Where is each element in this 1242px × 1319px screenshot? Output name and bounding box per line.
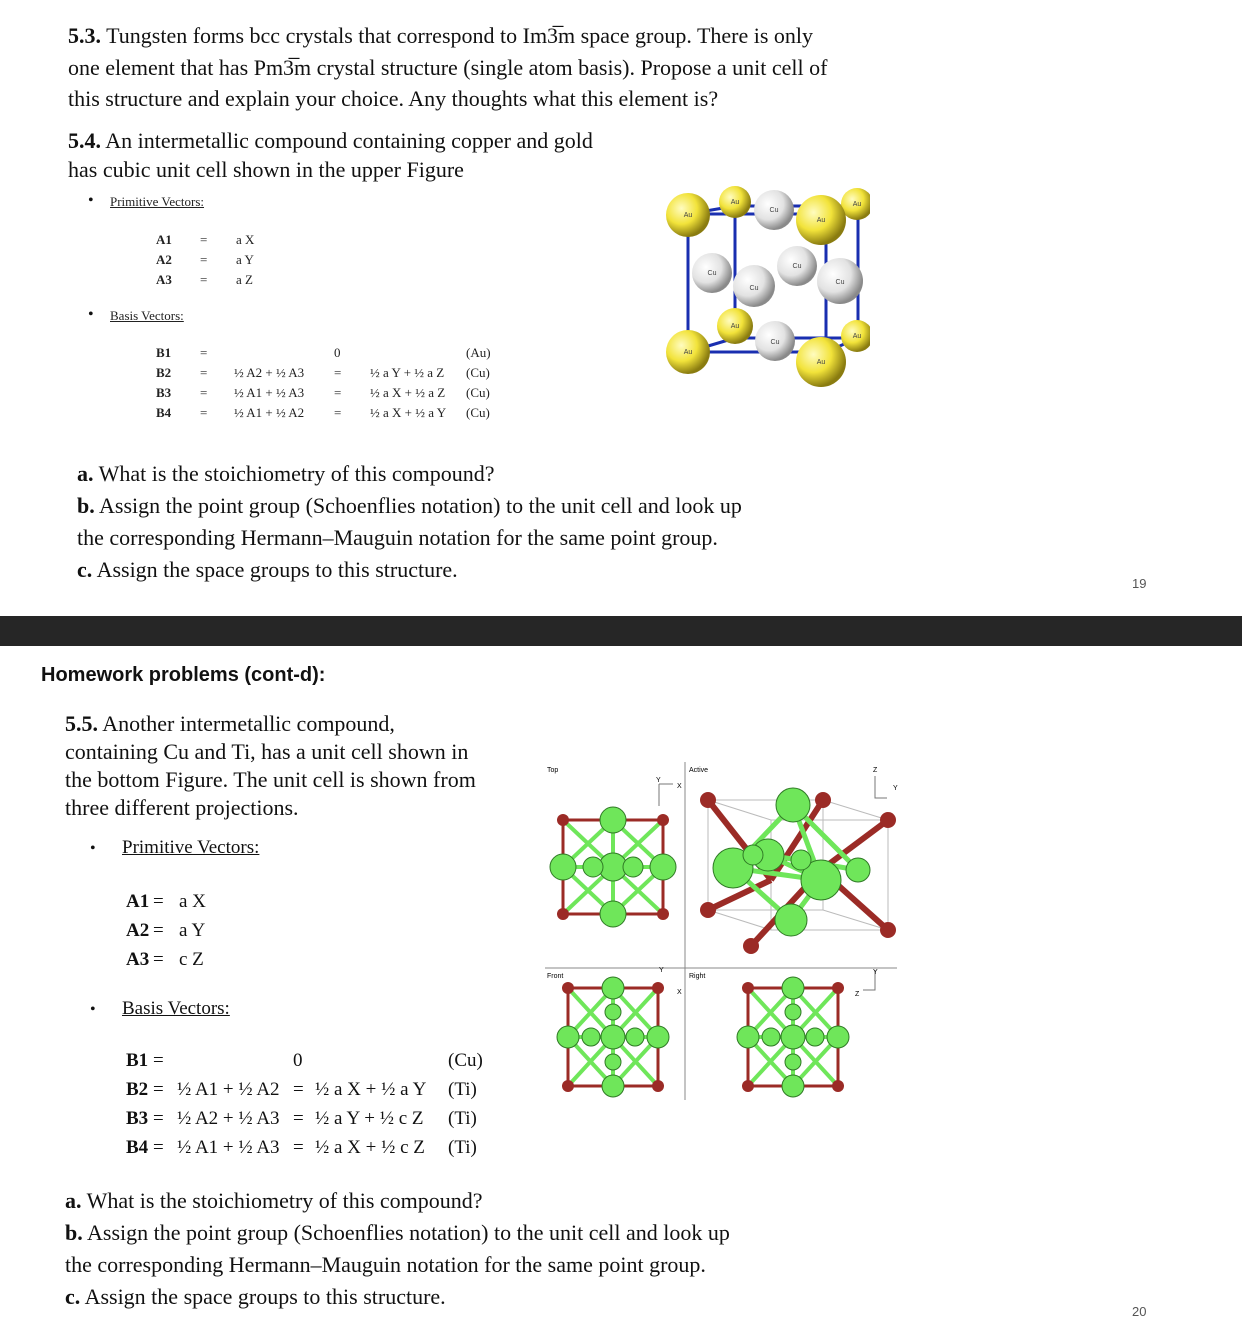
equals: = (293, 1136, 304, 1158)
au-atom (717, 308, 753, 344)
cu-atom (755, 321, 795, 361)
element-label: (Au) (466, 345, 491, 360)
question-text: Assign the space groups to this structure. (84, 1284, 446, 1309)
question-text: Assign the space groups to this structure. (96, 557, 458, 582)
questions-5-5 (65, 1185, 825, 1313)
page-number: 19 (1132, 576, 1147, 591)
vector-value: a Z (236, 272, 253, 287)
vector-name: A1 (126, 890, 150, 912)
vector-name: B4 (156, 405, 172, 420)
problem-text-line: has cubic unit cell shown in the upper Figure (68, 157, 464, 182)
vector-cartesian (315, 1046, 448, 1075)
front-view-label: Front (547, 973, 564, 980)
vector-value: a Y (236, 252, 254, 267)
primitive-vectors-label: Primitive Vectors: (110, 194, 205, 209)
cu-atom (754, 190, 794, 230)
vector-value: a X (179, 890, 206, 912)
axis-x-label: X (677, 783, 682, 790)
svg-text:Au: Au (816, 359, 826, 366)
svg-text:Au: Au (852, 333, 862, 340)
problem-number: 5.4. (68, 128, 101, 153)
au-atom (841, 320, 870, 352)
bullet: • (90, 840, 96, 857)
question-text: What is the stoichiometry of this compound? (98, 461, 495, 486)
svg-text:Au: Au (852, 201, 862, 208)
vector-value: 0 (334, 345, 341, 360)
vector-name: B4 (126, 1136, 149, 1158)
svg-text:Cu: Cu (792, 263, 802, 270)
bullet: • (88, 306, 94, 323)
vector-expr: ½ A2 + ½ A3 (234, 365, 305, 380)
vector-value: a X (236, 232, 255, 247)
vector-cartesian: ½ a X + ½ c Z (315, 1136, 425, 1158)
svg-text:Cu: Cu (749, 285, 759, 292)
page-heading: Homework problems (cont-d): (41, 664, 326, 686)
svg-text:Au: Au (730, 323, 740, 330)
question-text: the corresponding Hermann–Mauguin notation for the same point group. (77, 525, 718, 550)
axis-z-label: Z (855, 991, 860, 998)
cu3au-unit-cell-figure (660, 178, 870, 390)
problem-5-4 (68, 126, 668, 184)
element-label: (Cu) (466, 385, 490, 400)
front-view (557, 977, 669, 1097)
basis-vectors-label: Basis Vectors: (122, 998, 230, 1019)
primitive-vectors-label: Primitive Vectors: (122, 837, 260, 858)
vector-name: B1 (126, 1049, 149, 1071)
vector-expr: ½ A1 + ½ A2 (177, 1078, 280, 1100)
problem-text-line: Tungsten forms bcc crystals that correspond to Im3̅m space group. There is only (106, 23, 814, 48)
problem-number: 5.3. (68, 23, 101, 48)
problem-text-line: An intermetallic compound containing copper and gold (105, 128, 593, 153)
vector-name: A2 (156, 252, 172, 267)
equals: = (153, 1078, 164, 1100)
vector-cartesian (370, 343, 466, 363)
problem-text-line: one element that has Pm3̅m crystal structure (single atom basis). Propose a unit cell of (68, 54, 828, 80)
problem-text-line: this structure and explain your choice. Any thoughts what this element is? (68, 86, 719, 111)
equals: = (200, 272, 208, 287)
vector-expr: ½ A2 + ½ A3 (177, 1107, 280, 1129)
question-label: c. (77, 557, 93, 582)
axis-y-label: Y (873, 969, 878, 976)
problem-5-5 (65, 710, 525, 822)
problem-text-line: Another intermetallic compound, (102, 711, 395, 736)
axis-z-label: Z (873, 767, 878, 774)
question-label: b. (77, 493, 95, 518)
axis-y-label: Y (659, 967, 664, 974)
question-label: b. (65, 1220, 83, 1245)
au-atom (666, 193, 710, 237)
equals: = (153, 948, 164, 970)
questions-5-4 (77, 458, 837, 586)
vector-cartesian: ½ a X + ½ a Z (370, 385, 446, 400)
vector-name: A3 (156, 272, 172, 287)
right-view (737, 977, 849, 1097)
basis-vectors-table (156, 343, 491, 423)
right-view-label: Right (689, 973, 706, 980)
vector-cartesian: ½ a Y + ½ c Z (315, 1107, 424, 1129)
au-atom (666, 330, 710, 374)
vector-value: c Z (179, 948, 204, 970)
equals: = (153, 1107, 164, 1129)
basis-vectors-table (126, 1046, 483, 1162)
equals: = (200, 252, 208, 267)
problem-text-line: three different projections. (65, 795, 299, 820)
question-label: a. (77, 461, 94, 486)
vector-name: A1 (156, 232, 172, 247)
primitive-vectors-table (156, 230, 254, 290)
equals: = (334, 365, 342, 380)
cu-atom (733, 265, 775, 307)
vector-name: B2 (126, 1078, 149, 1100)
svg-text:Au: Au (683, 349, 693, 356)
axis-y-label: Y (893, 785, 898, 792)
cu-atom (777, 246, 817, 286)
bullet: • (90, 1001, 96, 1018)
question-text: Assign the point group (Schoenflies notation) to the unit cell and look up (87, 1220, 730, 1245)
problem-text-line: containing Cu and Ti, has a unit cell shown in (65, 739, 469, 764)
cu-atom (692, 253, 732, 293)
equals: = (200, 365, 208, 380)
equals: = (334, 385, 342, 400)
vector-expr (177, 1046, 293, 1075)
equals: = (200, 405, 208, 420)
active-view-label: Active (689, 767, 709, 774)
equals: = (293, 1107, 304, 1129)
vector-cartesian: ½ a Y + ½ a Z (370, 365, 445, 380)
vector-name: B1 (156, 345, 172, 360)
vector-expr: ½ A1 + ½ A2 (234, 405, 305, 420)
equals: = (293, 1078, 304, 1100)
problem-5-3 (68, 20, 948, 115)
bullet: • (88, 192, 94, 209)
element-label: (Cu) (466, 405, 490, 420)
element-label: (Cu) (466, 365, 490, 380)
axis-indicator (659, 784, 673, 806)
svg-text:Cu: Cu (769, 207, 779, 214)
svg-text:Cu: Cu (707, 270, 717, 277)
au-atom (796, 337, 846, 387)
equals: = (200, 385, 208, 400)
vector-value: a Y (179, 919, 206, 941)
axis-y-label: Y (656, 777, 661, 784)
top-view (550, 807, 676, 927)
question-text: Assign the point group (Schoenflies notation) to the unit cell and look up (99, 493, 742, 518)
problem-number: 5.5. (65, 711, 98, 736)
question-text: the corresponding Hermann–Mauguin notation for the same point group. (65, 1252, 706, 1277)
vector-cartesian: ½ a X + ½ a Y (370, 405, 447, 420)
problem-text-line: the bottom Figure. The unit cell is shown from (65, 767, 476, 792)
vector-name: B3 (156, 385, 172, 400)
element-label: (Ti) (448, 1107, 477, 1129)
vector-expr: ½ A1 + ½ A3 (234, 385, 305, 400)
vector-expr: ½ A1 + ½ A3 (177, 1136, 280, 1158)
axis-indicator (863, 776, 887, 990)
vector-name: B3 (126, 1107, 149, 1129)
primitive-vectors-table (126, 887, 206, 974)
vector-name: A2 (126, 919, 150, 941)
au-atom (719, 186, 751, 218)
equals: = (200, 232, 208, 247)
vector-value: 0 (293, 1049, 303, 1071)
svg-text:Au: Au (683, 212, 693, 219)
vector-cartesian: ½ a X + ½ a Y (315, 1078, 427, 1100)
svg-text:Cu: Cu (770, 339, 780, 346)
question-label: c. (65, 1284, 81, 1309)
element-label: (Ti) (448, 1136, 477, 1158)
equals: = (153, 1049, 164, 1071)
question-label: a. (65, 1188, 82, 1213)
au-atom (796, 195, 846, 245)
vector-expr (234, 343, 334, 363)
slide-separator (0, 616, 1242, 646)
axis-x-label: X (677, 989, 682, 996)
element-label: (Cu) (448, 1049, 483, 1071)
basis-vectors-label: Basis Vectors: (110, 308, 184, 323)
svg-text:Cu: Cu (835, 279, 845, 286)
cuti-projections-figure (543, 760, 899, 1102)
top-view-label: Top (547, 767, 559, 774)
cu-atom (817, 258, 863, 304)
equals: = (334, 405, 342, 420)
equals: = (153, 919, 164, 941)
question-text: What is the stoichiometry of this compound? (86, 1188, 483, 1213)
vector-name: B2 (156, 365, 172, 380)
equals: = (153, 890, 164, 912)
vector-name: A3 (126, 948, 150, 970)
active-view (700, 788, 896, 954)
equals: = (153, 1136, 164, 1158)
page-number: 20 (1132, 1304, 1147, 1319)
element-label: (Ti) (448, 1078, 477, 1100)
svg-text:Au: Au (816, 217, 826, 224)
svg-text:Au: Au (730, 199, 740, 206)
equals: = (200, 345, 208, 360)
